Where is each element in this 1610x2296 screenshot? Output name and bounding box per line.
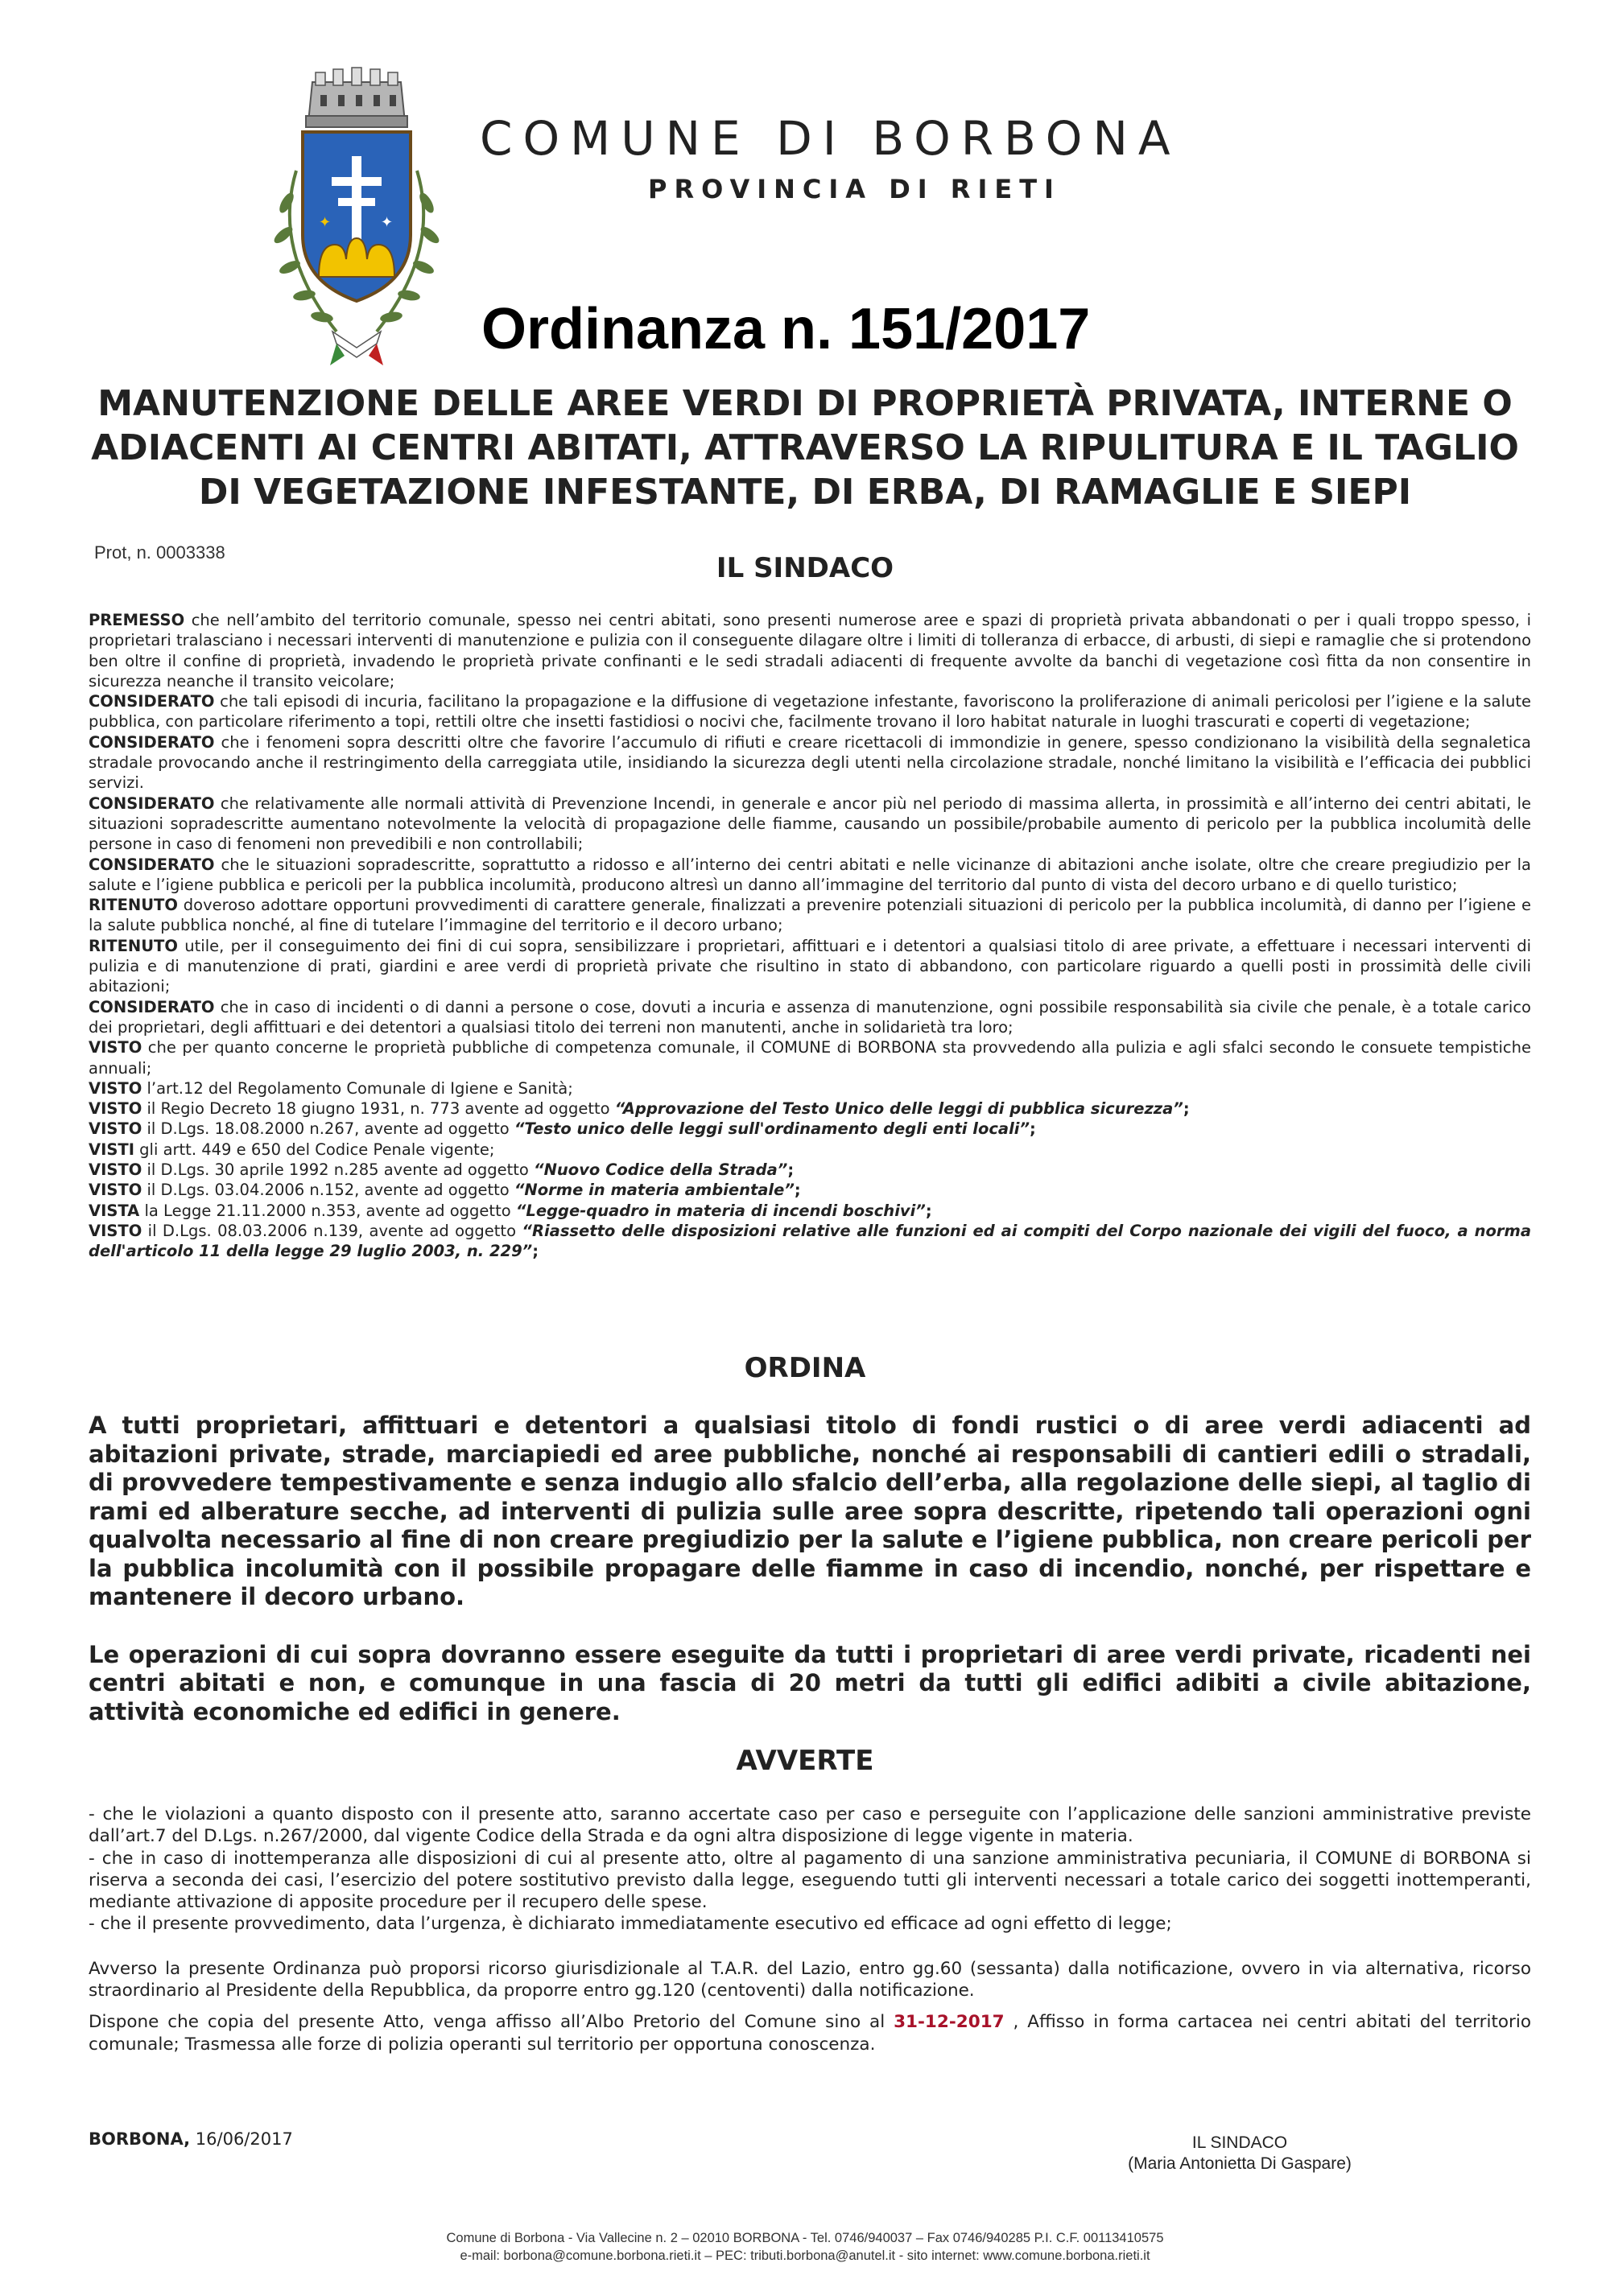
premise-paragraph (89, 610, 1531, 691)
premise-keyword: CONSIDERATO (89, 732, 215, 752)
premise-keyword: CONSIDERATO (89, 692, 215, 711)
ricorso-paragraph: Avverso la presente Ordinanza può proporsi ricorso giurisdizionale al T.A.R. del Lazio, entro gg.60 (sessanta) dalla notificazione, ovvero in via alternativa, ricorso straordinario al Presidente della Repubblica, da proporre entro gg.120 (centoventi) dalla notificazione. (89, 1958, 1531, 2001)
ordinance-number: Ordinanza n. 151/2017 (481, 297, 1091, 361)
premise-paragraph (89, 1160, 1531, 1180)
premise-text: che tali episodi di incuria, facilitano la propagazione e la diffusione di vegetazione infestante, favoriscono la proliferazione di animali pericolosi per l’igiene e la salute pubblica, con particolare riferimento a topi, rettili oltre che insetti fastidiosi o nocivi che, facilmente trovano il loro habitat naturale in luoghi trascurati e coperti di vegetazione; (89, 692, 1531, 732)
premise-end: ; (532, 1242, 539, 1261)
premise-keyword: VISTO (89, 1078, 142, 1098)
law-title: “Riassetto delle disposizioni relative alle funzioni ed ai compiti del Corpo nazionale dei vigili del fuoco, a norma dell'articolo 11 della legge 29 luglio 2003, n. 229” (89, 1221, 1531, 1261)
premise-paragraph (89, 1140, 1531, 1160)
province-subtitle: PROVINCIA DI RIETI (648, 174, 1061, 204)
shield-icon (303, 132, 411, 301)
premise-keyword: VISTO (89, 1221, 142, 1240)
crown-icon (306, 68, 407, 127)
premise-paragraph (89, 1078, 1531, 1099)
premises-block (89, 610, 1531, 1262)
protocol-number: Prot, n. 0003338 (94, 542, 225, 563)
premise-paragraph (89, 794, 1531, 855)
law-title: “Norme in materia ambientale” (514, 1181, 795, 1200)
premise-keyword: VISTA (89, 1201, 140, 1220)
premise-keyword: RITENUTO (89, 936, 178, 955)
avverte-heading: AVVERTE (736, 1745, 874, 1777)
premise-keyword: VISTI (89, 1140, 134, 1159)
dispone-text: , Affisso in forma cartacea nei centri abitati del territorio comunale; Trasmessa alle forze di polizia operanti sul territorio per opportuna conoscenza. (89, 2012, 1531, 2055)
premise-end: ; (1030, 1119, 1036, 1139)
signature-block (1071, 2133, 1409, 2174)
municipality-title: COMUNE DI BORBONA (480, 111, 1181, 166)
signature-role: IL SINDACO (1191, 2133, 1288, 2152)
premise-text: che le situazioni sopradescritte, soprattutto a ridosso e all’interno dei centri abitati e nelle vicinanze di abitazioni anche isolate, oltre che creare pregiudizio per la salute e l’igiene pubblica e pericoli per la pubblica incolumità, producono altresì un danno all’immagine del territorio dal punto di vista del decoro urbano e di quello turistico; (89, 855, 1531, 894)
premise-text: che in caso di incidenti o di danni a persone o cose, dovuti a incuria e assenza di manutenzione, ogni possibile responsabilità sia civile che penale, è a totale carico dei proprietari, degli affittuari e dei detentori a qualsiasi titolo dei terreni non manutenti, anche in solidarietà tra loro; (89, 997, 1531, 1037)
law-title: “Nuovo Codice della Strada” (534, 1160, 788, 1180)
avverte-item: - che le violazioni a quanto disposto con il presente atto, saranno accertate caso per caso e perseguite con l’applicazione delle sanzioni amministrative previste dall’art.7 del D.Lgs. n.267/2000, dal vigente Codice della Strada e da ogni altra disposizione di legge vigente in materia. (89, 1804, 1531, 1847)
premise-text: che relativamente alle normali attività di Prevenzione Incendi, in generale e ancor più nel periodo di massima allerta, in prossimità e all’interno dei centri abitati, le situazioni sopradescritte aumentano notevolmente la velocità di propagazione delle fiamme, causando un possibile/probabile aumento di pericolo per la pubblica incolumità delle persone in caso di fenomeni non prevedibili e non controllabili; (89, 794, 1531, 854)
premise-paragraph (89, 691, 1531, 732)
premise-keyword: VISTO (89, 1099, 142, 1119)
expiry-date: 31-12-2017 (894, 2012, 1005, 2033)
premise-paragraph (89, 997, 1531, 1038)
coat-of-arms-icon (256, 66, 457, 388)
law-title: “Testo unico delle leggi sull'ordinamento degli enti locali” (514, 1119, 1030, 1139)
ordina-paragraph: A tutti proprietari, affittuari e detentori a qualsiasi titolo di fondi rustici o di aree verdi adiacenti ad abitazioni private, strade, marciapiedi ed aree pubbliche, nonché ai responsabili di cantieri edili o stradali, di provvedere tempestivamente e senza indugio allo sfalcio dell’erba, alla regolazione delle siepi, al taglio di rami ed alberature secche, ad interventi di pulizia sulle aree sopra descritte, ripetendo tali operazioni ogni qualvolta necessario al fine di non creare pregiudizio per la salute e l’igiene pubblica, non creare pericoli per la pubblica incolumità con il possibile propagare delle fiamme in caso di incendio, nonché, per rispettare e mantenere il decoro urbano. (89, 1412, 1531, 1610)
svg-text:✦: ✦ (319, 214, 332, 231)
footer (161, 2229, 1449, 2265)
premise-text: che i fenomeni sopra descritti oltre che favorire l’accumulo di rifiuti e creare ricettacoli di immondizie in genere, spesso condizionano la visibilità della segnaletica stradale provocando anche il restringimento della carreggiata utile, insidiando la sicurezza degli utenti nella circolazione stradale, nonché limitano la visibilità e l’efficacia dei pubblici servizi. (89, 732, 1531, 793)
dispone-paragraph (89, 2011, 1531, 2055)
premise-paragraph (89, 936, 1531, 997)
premise-keyword: CONSIDERATO (89, 855, 215, 874)
premise-text: il Regio Decreto 18 giugno 1931, n. 773 avente ad oggetto (142, 1099, 615, 1119)
premise-paragraph (89, 855, 1531, 896)
premise-text: l’art.12 del Regolamento Comunale di Igiene e Sanità; (142, 1078, 573, 1098)
premise-keyword: PREMESSO (89, 611, 185, 629)
ordina-body (89, 1412, 1531, 1726)
avverte-body (89, 1803, 1531, 2055)
date: 16/06/2017 (195, 2129, 293, 2149)
dispone-text: Dispone che copia del presente Atto, venga affisso all’Albo Pretorio del Comune sino al (89, 2012, 894, 2033)
svg-text:✦: ✦ (381, 214, 394, 231)
premise-end: ; (925, 1201, 932, 1220)
sindaco-heading: IL SINDACO (716, 552, 894, 584)
ordina-paragraph: Le operazioni di cui sopra dovranno essere eseguite da tutti i proprietari di aree verdi private, ricadenti nei centri abitati e non, e comunque in una fascia di 20 metri da tutti gli edifici adibiti a civile abitazione, attività economiche ed edifici in genere. (89, 1640, 1531, 1725)
premise-keyword: VISTO (89, 1160, 142, 1180)
premise-end: ; (1183, 1099, 1190, 1119)
premise-text: la Legge 21.11.2000 n.353, avente ad oggetto (139, 1201, 516, 1220)
premise-keyword: RITENUTO (89, 896, 178, 915)
premise-text: gli artt. 449 e 650 del Codice Penale vigente; (134, 1140, 495, 1159)
premise-paragraph (89, 1037, 1531, 1078)
avverte-item: - che il presente provvedimento, data l’urgenza, è dichiarato immediatamente esecutivo ed efficace ad ogni effetto di legge; (89, 1914, 1172, 1935)
premise-keyword: CONSIDERATO (89, 794, 215, 813)
place-date (89, 2129, 293, 2149)
premise-keyword: VISTO (89, 1119, 142, 1139)
premise-paragraph (89, 1201, 1531, 1221)
premise-paragraph (89, 1099, 1531, 1119)
premise-keyword: VISTO (89, 1038, 142, 1057)
ordina-heading: ORDINA (744, 1352, 866, 1384)
premise-text: il D.Lgs. 08.03.2006 n.139, avente ad oggetto (142, 1221, 522, 1240)
premise-text: doveroso adottare opportuni provvedimenti di carattere generale, finalizzati a prevenire potenziali situazioni di pericolo per la pubblica incolumità, di danno per l’igiene e la salute pubblica nonché, al fine di tutelare l’immagine del territorio e il decoro urbano; (89, 896, 1531, 935)
premise-paragraph (89, 1221, 1531, 1262)
premise-text: il D.Lgs. 18.08.2000 n.267, avente ad oggetto (142, 1119, 514, 1139)
footer-address: Comune di Borbona - Via Vallecine n. 2 – 02010 BORBONA - Tel. 0746/940037 – Fax 0746/940285 P.I. C.F. 00113410575 (446, 2231, 1164, 2245)
footer-contacts: e-mail: borbona@comune.borbona.rieti.it – PEC: tributi.borbona@anutel.it - sito internet: www.comune.borbona.rieti.it (460, 2249, 1150, 2263)
premise-paragraph (89, 732, 1531, 794)
ordinance-subject: MANUTENZIONE DELLE AREE VERDI DI PROPRIETÀ PRIVATA, INTERNE O ADIACENTI AI CENTRI ABITATI, ATTRAVERSO LA RIPULITURA E IL TAGLIO DI VEGETAZIONE INFESTANTE, DI ERBA, DI RAMAGLIE E SIEPI (91, 383, 1519, 513)
premise-paragraph (89, 1119, 1531, 1139)
premise-text: il D.Lgs. 30 aprile 1992 n.285 avente ad oggetto (142, 1160, 535, 1180)
place: BORBONA, (89, 2129, 191, 2149)
law-title: “Legge-quadro in materia di incendi boschivi” (515, 1201, 926, 1220)
premise-keyword: CONSIDERATO (89, 997, 215, 1016)
ribbon-icon (330, 332, 383, 365)
signature-name: (Maria Antonietta Di Gaspare) (1128, 2154, 1352, 2173)
avverte-item: - che in caso di inottemperanza alle disposizioni di cui al presente atto, oltre al pagamento di una sanzione amministrativa pecuniaria, il COMUNE di BORBONA si riserva a seconda dei casi, l’esercizio del potere sostitutivo previsto dalla legge, eseguendo tutti gli interventi necessari a totale carico dei soggetti inottemperanti, mediante attivazione di apposite procedure per il recupero delle spese. (89, 1848, 1531, 1913)
premise-end: ; (787, 1160, 795, 1180)
law-title: “Approvazione del Testo Unico delle leggi di pubblica sicurezza” (614, 1099, 1183, 1119)
premise-paragraph (89, 1180, 1531, 1200)
premise-text: utile, per il conseguimento dei fini di cui sopra, sensibilizzare i proprietari, affittuari e i detentori a qualsiasi titolo di aree private, a effettuare i necessari interventi di pulizia e di manutenzione di prati, giardini e aree verdi di proprietà private che risultino in stato di abbandono, con particolare riguardo a quelli posti in prossimità delle civili abitazioni; (89, 936, 1531, 996)
premise-end: ; (794, 1181, 801, 1200)
premise-text: il D.Lgs. 03.04.2006 n.152, avente ad oggetto (142, 1181, 514, 1200)
premise-text: che nell’ambito del territorio comunale, spesso nei centri abitati, sono presenti numerose aree e spazi di proprietà privata abbandonati o per i quali troppo spesso, i proprietari tralasciano i necessari interventi di manutenzione e pulizia con il conseguente dilagare oltre i limiti di tolleranza di erbacce, di arbusti, di siepi e ramaglie che si protendono ben oltre il confine di proprietà, invadendo le proprietà private confinanti e le sedi stradali adiacenti di frequente avvolte da banchi di vegetazione così fitta da non consentire in sicurezza neanche il transito veicolare; (89, 611, 1531, 690)
coat-of-arms (256, 66, 457, 388)
premise-paragraph (89, 895, 1531, 936)
premise-keyword: VISTO (89, 1181, 142, 1200)
premise-text: che per quanto concerne le proprietà pubbliche di competenza comunale, il COMUNE di BORBONA sta provvedendo alla pulizia e agli sfalci secondo le consuete tempistiche annuali; (89, 1038, 1531, 1078)
